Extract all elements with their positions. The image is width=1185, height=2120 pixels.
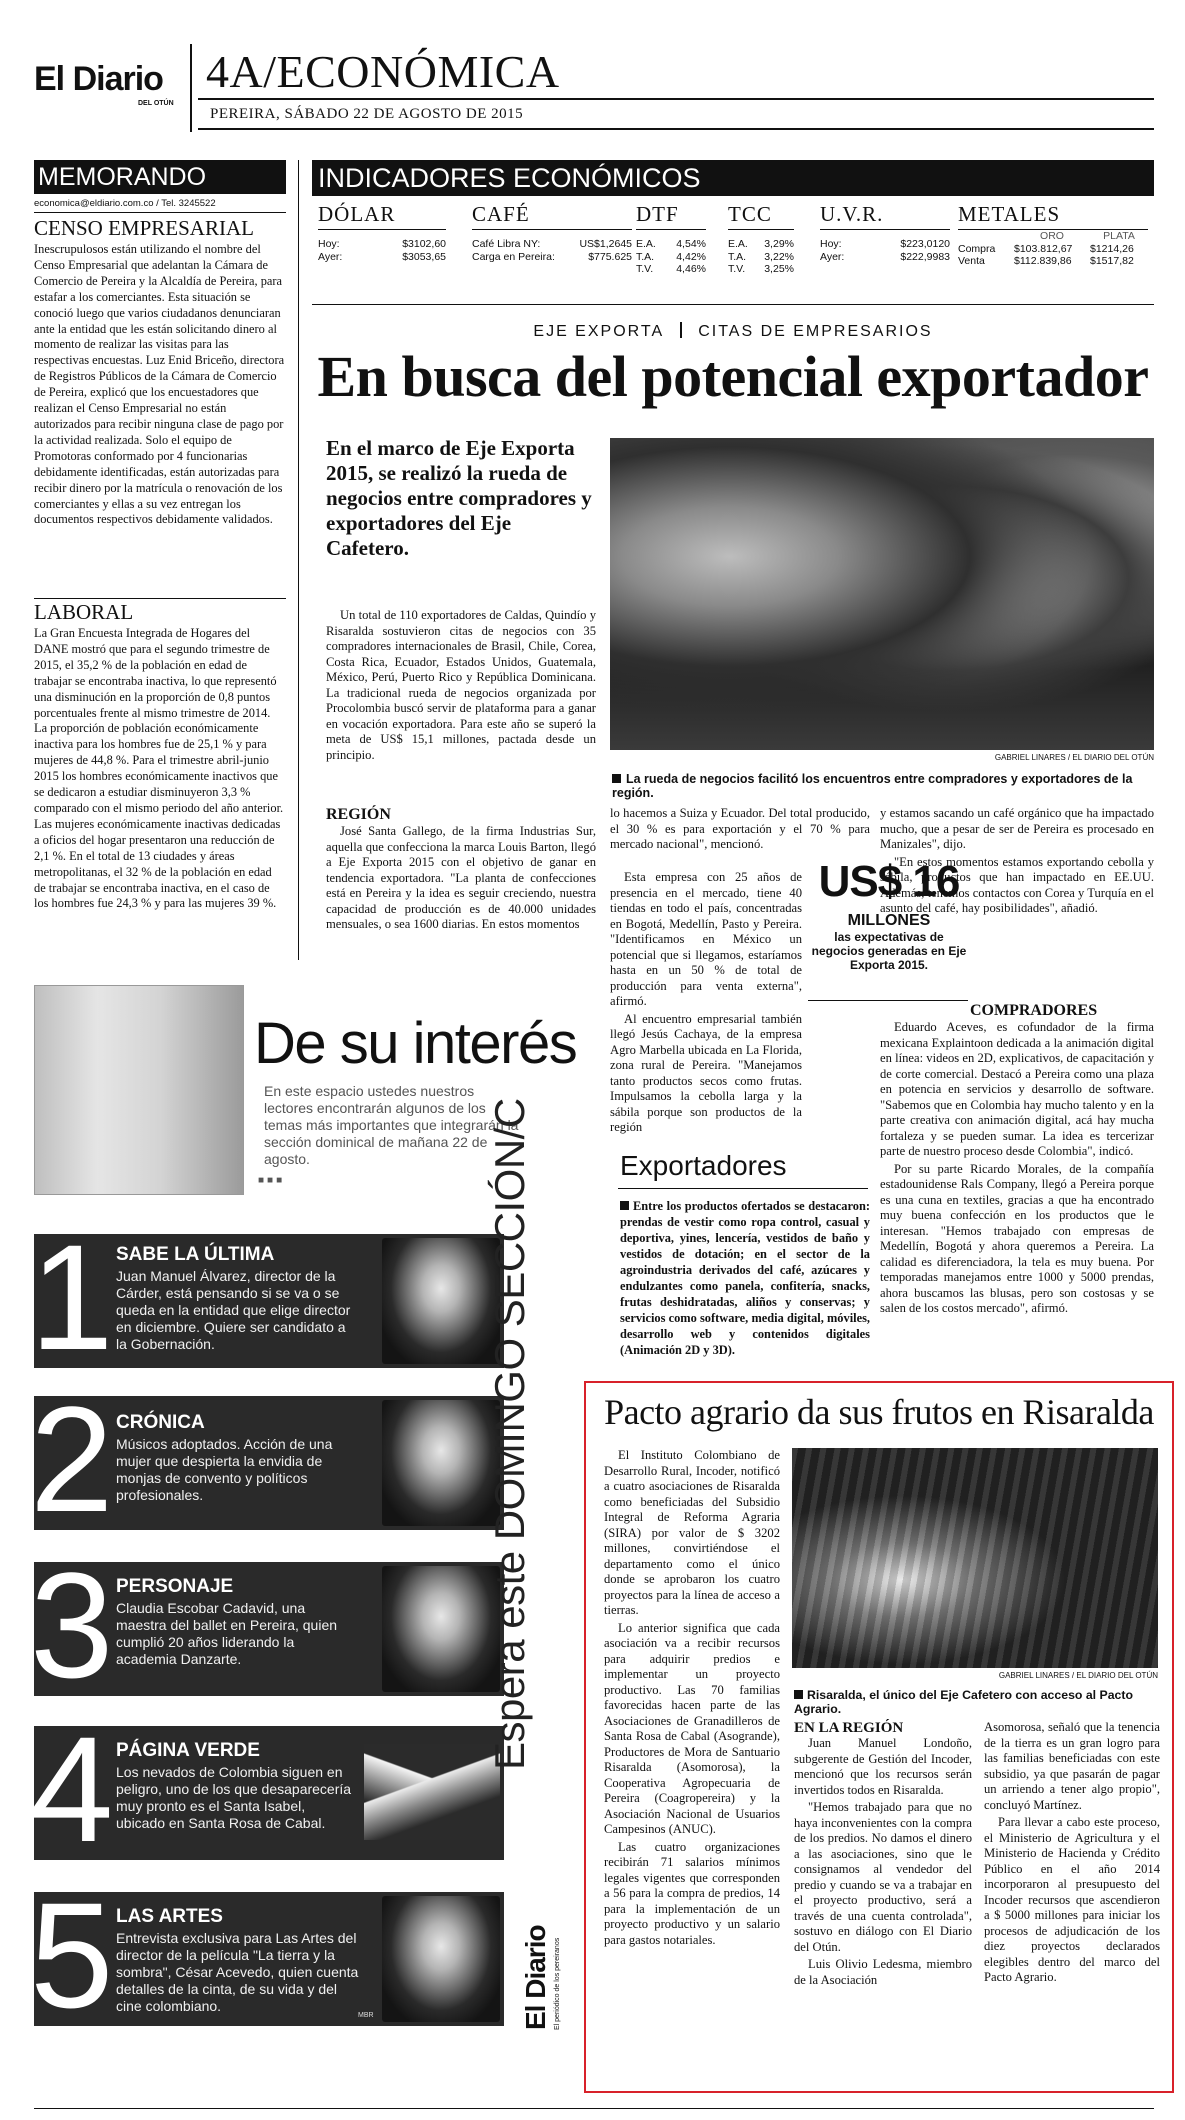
row-value: $103.812,67 [1014, 242, 1073, 255]
paragraph: Lo anterior significa que cada asociación va a recibir recursos para adquirir predios e implementar un proyecto productivo. Las 70 familias favorecidas hacen parte de las Asociaciones de Granadilleros de Santa Rosa de Cabal (Asogrande), Productores de Mora de Santuario Risaralda (Asomorosa), la Cooperativa Agropecuaria de Pereira (Coagropereira) y la Asociación Nacional de Usuarios Campesinos (ANUC). [604, 1620, 780, 1836]
pacto-article [598, 1390, 1160, 2085]
photo-caption [612, 772, 1156, 800]
dateline: PEREIRA, SÁBADO 22 DE AGOSTO DE 2015 [210, 106, 524, 122]
paragraph: Al encuentro empresarial también llegó Jesús Cachaya, de la empresa Agro Marbella ubicada en La Florida, zona rural de Pereira. "Manejamos tanto productos secos como frutas. Impulsamos la cebolla larga y la sábila porque son productos de la región [610, 1011, 802, 1134]
pacto-col3 [984, 1720, 1160, 1988]
kicker-right: CITAS DE EMPRESARIOS [698, 323, 933, 340]
paragraph: "Hemos trabajado para que no haya inconvenientes con la compra de los predios. No damos el dinero a las asociaciones, sino que le consignamos al vendedor del predio y cuando se va a trabajar en el proyecto productivo, será a través de una cuenta controlada", sostuvo en diálogo con El Diario del Otún. [794, 1800, 972, 1954]
caption-text: La rueda de negocios facilitó los encuentros entre compradores y exportadores de la región. [612, 772, 1133, 800]
row-label: E.A. [636, 238, 656, 250]
article-lead: En el marco de Eje Exporta 2015, se realizó la rueda de negocios entre compradores y exportadores del Eje Cafetero. [326, 436, 592, 560]
caption-text: Risaralda, el único del Eje Cafetero con acceso al Pacto Agrario. [794, 1688, 1133, 1716]
vertical-logo-sub: El periódico de los pereiranos [554, 1937, 561, 2030]
row-label: Compra [958, 242, 996, 255]
section-title: 4A/ECONÓMICA [206, 46, 560, 97]
paragraph: Juan Manuel Londoño, subgerente de Gestión del Incoder, mencionó que los recursos serán invertidos todos en Risaralda. [794, 1736, 972, 1797]
indicator-label: CAFÉ [472, 202, 530, 226]
domingo-vertical-text: Espera este DOMINGO SECCIÓN/C [486, 1098, 533, 1770]
row-value: $775.625 [588, 250, 632, 263]
memorando-heading: LABORAL [34, 600, 134, 624]
row-value: 3,22% [764, 250, 794, 263]
col-oro: ORO [1040, 230, 1064, 242]
row-label: Venta [958, 255, 985, 267]
row-label: Hoy: [318, 238, 340, 250]
row-label: Carga en Pereira: [472, 250, 555, 263]
indicator-cafe [472, 202, 632, 263]
indicator-uvr [820, 202, 950, 263]
cesar-acevedo-photo [382, 1896, 500, 2022]
paragraph: Las cuatro organizaciones recibirán 71 salarios mínimos legales vigentes que corresponden a 56 para la compra de predios, 14 para la implementación de un proyecto productivo y un salario para gastos notariales. [604, 1839, 780, 1947]
exportadores-text [620, 1198, 870, 1358]
indicator-label: DÓLAR [318, 202, 396, 226]
interes-item-3 [30, 1541, 504, 1709]
paragraph: Asomorosa, señaló que la tenencia de la tierra es un gran logro para las familias beneficiadas con este subsidio, ya que pasarán de pagar un arriendo a tener algo propio", concluyó Martínez. [984, 1720, 1160, 1812]
item-text: Los nevados de Colombia siguen en peligro, uno de los que desaparecería muy pronto es el Santa Isabel, ubicado en Santa Rosa de Cabal. [116, 1764, 352, 1831]
row-value: 4,54% [676, 238, 706, 250]
item-title: PÁGINA VERDE [116, 1740, 260, 1761]
paragraph: "En estos momentos estamos exportando cebolla y sábila, productos que han impactado en EE.UU. Además, tenemos contactos con Corea y Turquía en el asunto del café, hay posibilidades", añadió. [880, 854, 1154, 915]
indicator-dtf [636, 202, 706, 276]
row-label: Hoy: [820, 238, 842, 250]
newspaper-logo-sub: DEL OTÚN [138, 100, 174, 107]
paragraph: y estamos sacando un café orgánico que ha impactado mucho, que a pesar de ser de Pereira es procesado en Manizales", dijo. [880, 806, 1154, 851]
memorando-text: La Gran Encuesta Integrada de Hogares del DANE mostró que para el segundo trimestre de 2015, el 35,2 % de la población en edad de trabajar se encontraba inactiva, lo que representó una disminución en la proporción de 0,8 puntos porcentuales frente al mismo trimestre de 2014. La proporción de población económicamente inactiva para los hombres fue de 25,1 % y para mujeres de 44,8 %. Para el trimestre abril-junio 2015 los hombres económicamente inactivos que se dedicaron a estudiar disminuyeron 3,3 % comparado con el mismo periodo del año anterior. Las mujeres económicamente inactivas dedicadas a oficios del hogar presentaron una reducción de 2,1 %. En el total de 13 ciudades y áreas metropolitanas, el 32 % de la población en edad de trabajar se encontraba inactiva, en el caso de los hombres fue 24,3 % y para las mujeres 39 %. [34, 626, 284, 911]
paragraph: Por su parte Ricardo Morales, de la compañía estadounidense Rals Company, llegó a Pereira porque es una cuna en textiles, gracias a que ha encontrado muy buena confección en los productos que le interesan. "Hemos trabajado con empresas de Medellín, Bogotá y ahora queremos a Pereira. La calidad es diferenciadora, la tela es muy buena. Por temporadas manejamos entre 1000 y 5000 prendas, ahora buscamos las blusas, pero son costosas y se salen de los costos mercado", afirmó. [880, 1161, 1154, 1315]
item-text: Claudia Escobar Cadavid, una maestra del ballet en Pereira, quien cumplió 20 años liderando la academia Danzarte. [116, 1600, 338, 1667]
vertical-logo: El Diario [520, 1925, 551, 2030]
masthead [34, 44, 1154, 134]
interes-item-5 [30, 1871, 504, 2039]
paragraph: lo hacemos a Suiza y Ecuador. Del total producido, el 30 % es para exportación y el 70 % para mercado nacional", mencionó. [610, 806, 870, 851]
row-label: Ayer: [318, 250, 343, 263]
memorando-contact: economica@eldiario.com.co / Tel. 3245522 [34, 198, 216, 209]
dots-decoration: ■■■ [258, 1175, 286, 1186]
indicadores-title: INDICADORES ECONÓMICOS [312, 160, 1154, 196]
exportadores-body: Entre los productos ofertados se destacaron: prendas de vestir como ropa control, casual y deportiva, yines, lencería, vestidos de baño y vestidos de dotación; en el sector de la agroindustria derivados del café, azúcares y endulzantes como panela, confitería, snacks, frutas deshidratadas, aliños y conservas; y servicios como software, media digital, móviles, desarrollo web y contenidos digitales (Animación 2D y 3D). [620, 1199, 870, 1357]
indicator-label: DTF [636, 202, 679, 226]
item-number: 4 [30, 1705, 110, 1873]
memorando-heading: CENSO EMPRESARIAL [34, 216, 254, 240]
compradores-text-a [880, 1020, 1154, 1319]
item-number: 1 [30, 1213, 110, 1381]
item-text: Músicos adoptados. Acción de una mujer que despierta la envidia de monjas de convento y políticos profesionales. [116, 1436, 333, 1503]
stat-desc: las expectativas de negocios generadas en Eje Exporta 2015. [811, 930, 967, 972]
pacto-col1 [604, 1448, 780, 1950]
paragraph: Eduardo Aceves, es cofundador de la firma mexicana Explaintoon dedicada a la animación digital en línea: videos en 2D, explicativos, de capacitación y de corte comercial. Destacó a Pereira como una plaza en potencia en servicios y desarrollo de software. "Sabemos que en Colombia hay mucho talento y en la parte creativa con animación digital, acá hay mucha fortaleza y se pueden sumar. La idea es tercerizar parte de nuestro proceso desde Colombia", indicó. [880, 1020, 1154, 1158]
kicker-left: EJE EXPORTA [533, 323, 664, 340]
item-title: PERSONAJE [116, 1576, 234, 1597]
row-label: T.V. [728, 263, 746, 275]
row-label: E.A. [728, 238, 748, 250]
photo-credit: GABRIEL LINARES / EL DIARIO DEL OTÚN [994, 753, 1154, 762]
interes-item-2 [30, 1375, 504, 1543]
article-kicker [312, 322, 1154, 341]
row-value: $3102,60 [402, 238, 446, 250]
row-value: 4,46% [676, 263, 706, 275]
memorando-title: MEMORANDO [34, 160, 286, 194]
compradores-heading: COMPRADORES [970, 1002, 1098, 1019]
memorando-column [34, 160, 286, 960]
stat-unit: MILLONES [847, 912, 931, 929]
row-value: $223,0120 [900, 238, 950, 250]
item-text: Entrevista exclusiva para Las Artes del director de la película "La tierra y la sombra", César Acevedo, quien cuenta detalles de la cinta, de su vida y del cine colombiano. [116, 1930, 359, 2014]
stat-value: US$ 16 [818, 857, 960, 906]
indicator-label: U.V.R. [820, 202, 884, 226]
pacto-region-heading: EN LA REGIÓN [794, 1720, 904, 1736]
row-value: $3053,65 [402, 250, 446, 263]
pacto-col2 [794, 1736, 972, 1990]
exportadores-title: Exportadores [620, 1150, 787, 1181]
row-value: 4,42% [676, 250, 706, 263]
item-title: CRÓNICA [116, 1412, 205, 1433]
row-value: $1517,82 [1090, 255, 1134, 267]
indicator-label: TCC [728, 202, 772, 226]
pacto-headline: Pacto agrario da sus frutos en Risaralda [604, 1392, 1154, 1432]
row-label: Café Libra NY: [472, 238, 541, 250]
row-value: 3,29% [764, 238, 794, 250]
photo-credit: GABRIEL LINARES / EL DIARIO DEL OTÚN [998, 1671, 1158, 1680]
row-label: T.A. [636, 250, 655, 263]
row-value: 3,25% [764, 263, 794, 275]
dancer-photo [34, 985, 244, 1195]
article-region-heading: REGIÓN [326, 806, 391, 823]
indicadores-box [312, 160, 1154, 290]
article-headline: En busca del potencial exportador [317, 344, 1149, 409]
item-title: SABE LA ÚLTIMA [116, 1244, 275, 1265]
memorando-item-laboral [34, 600, 286, 912]
row-value: $1214,26 [1090, 242, 1134, 255]
article-col2b [610, 870, 802, 1138]
article-col2 [610, 806, 870, 855]
row-label: T.V. [636, 263, 654, 275]
paragraph: Para llevar a cabo este proceso, el Ministerio de Agricultura y el Ministerio de Hacienda y Crédito Público en el año 2014 incorporaron al presupuesto del Incoder recursos que ascendieron a $ 5000 millones para iniciar los procesos de adjudicación de los diez proyectos declarados elegibles dentro del marco del Pacto Agrario. [984, 1815, 1160, 1984]
photo-credit: MBR [358, 2012, 374, 2019]
row-value: $222,9983 [900, 250, 950, 263]
item-title: LAS ARTES [116, 1906, 223, 1927]
paragraph: El Instituto Colombiano de Desarrollo Rural, Incoder, notificó a cuatro asociaciones de Risaralda como beneficiadas del Subsidio Integral de Reforma Agraria (SIRA) por valor de $ 3202 millones, convirtiéndose el departamento como el único donde se aprobaron los cuatro proyectos para la línea de acceso a tierras. [604, 1448, 780, 1617]
item-number: 5 [30, 1871, 110, 2039]
memorando-text: Inescrupulosos están utilizando el nombre del Censo Empresarial que adelantan la Cámara de Comercio de Pereira y la Alcaldía de Pereira, para estafar a los comerciantes. Esta situación se conoció luego que varios ciudadanos denunciaran ante la entidad que les están solicitando dinero al momento de realizar las visitas para las respectivas encuestas. Luz Enid Briceño, directora de Registros Públicos de la Cámara de Comercio de Pereira, explicó que los encuestadores que realizan el Censo Empresarial no están autorizados para recibir ninguna clase de pago por la actividad realizada. Solo el equipo de Promotoras conformado por 4 funcionarias debidamente identificadas, están autorizadas para recibir dinero por la matrícula o renovación de los comerciantes y ellas a su vez entregan los documentos respectivos debidamente validados. [34, 242, 285, 527]
memorando-item-censo [34, 216, 286, 528]
indicator-label: METALES [958, 202, 1061, 226]
article-col4 [880, 806, 1154, 919]
article-region-text [326, 824, 596, 935]
newspaper-logo: El Diario [34, 60, 163, 98]
interes-title: De su interés [254, 1011, 577, 1076]
row-label: Ayer: [820, 250, 845, 263]
row-label: T.A. [728, 250, 747, 263]
indicator-metales [958, 202, 1148, 268]
paragraph: Esta empresa con 25 años de presencia en el mercado, tiene 40 tiendas en todo el país, concentradas en Bogotá, Medellín, Pasto y Pereira. "Identificamos en México un potencial que si llegamos, estaríamos hasta en un 50 % de total de producción para venta externa", afirmó. [610, 870, 802, 1008]
paragraph: Un total de 110 exportadores de Caldas, Quindío y Risaralda sostuvieron citas de negocios con 35 compradores internacionales de Brasil, Chile, Corea, Costa Rica, Ecuador, Estados Unidos, Guatemala, México, Perú, Puerto Rico y República Dominicana. La tradicional rueda de negocios organizada por Procolombia buscó servir de plataforma para a ganar en vocación exportadora. Para este año se superó la meta de US$ 15,1 millones, pactada desde un principio. [326, 608, 596, 762]
indicator-dolar [318, 202, 446, 263]
paragraph: Luis Olivio Ledesma, miembro de la Asociación [794, 1957, 972, 1987]
col-plata: PLATA [1103, 230, 1135, 242]
interes-item-1 [30, 1213, 504, 1381]
paragraph: José Santa Gallego, de la firma Industrias Sur, aquella que confecciona la marca Louis Barton, llegó a Eje Exporta 2015 con el objetivo de ganar en tendencia exportadora. "La planta de confecciones está en Pereira y la idea es seguir creciendo, nuestra capacidad de producción es de 40.000 unidades mensuales, o sea 1600 diarias. En estos momentos [326, 824, 596, 931]
item-text: Juan Manuel Álvarez, director de la Cárder, está pensando si se va o se queda en la entidad que elige director en diciembre. Quiere ser candidato a la Gobernación. [116, 1268, 351, 1352]
item-number: 2 [30, 1375, 110, 1543]
interes-intro: En este espacio ustedes nuestros lectores encontrarán algunos de los temas más importantes que integrarán la sección dominical de mañana 22 de agosto. [264, 1083, 519, 1167]
article-intro [326, 608, 596, 765]
row-value: $112.839,86 [1014, 255, 1072, 267]
platano-photo [792, 1448, 1158, 1668]
row-value: US$1,2645 [579, 238, 632, 250]
rueda-negocios-photo [610, 438, 1154, 750]
interes-item-4 [30, 1705, 504, 1873]
photo-caption [794, 1688, 1160, 1716]
item-number: 3 [30, 1541, 110, 1709]
indicator-tcc [728, 202, 794, 276]
